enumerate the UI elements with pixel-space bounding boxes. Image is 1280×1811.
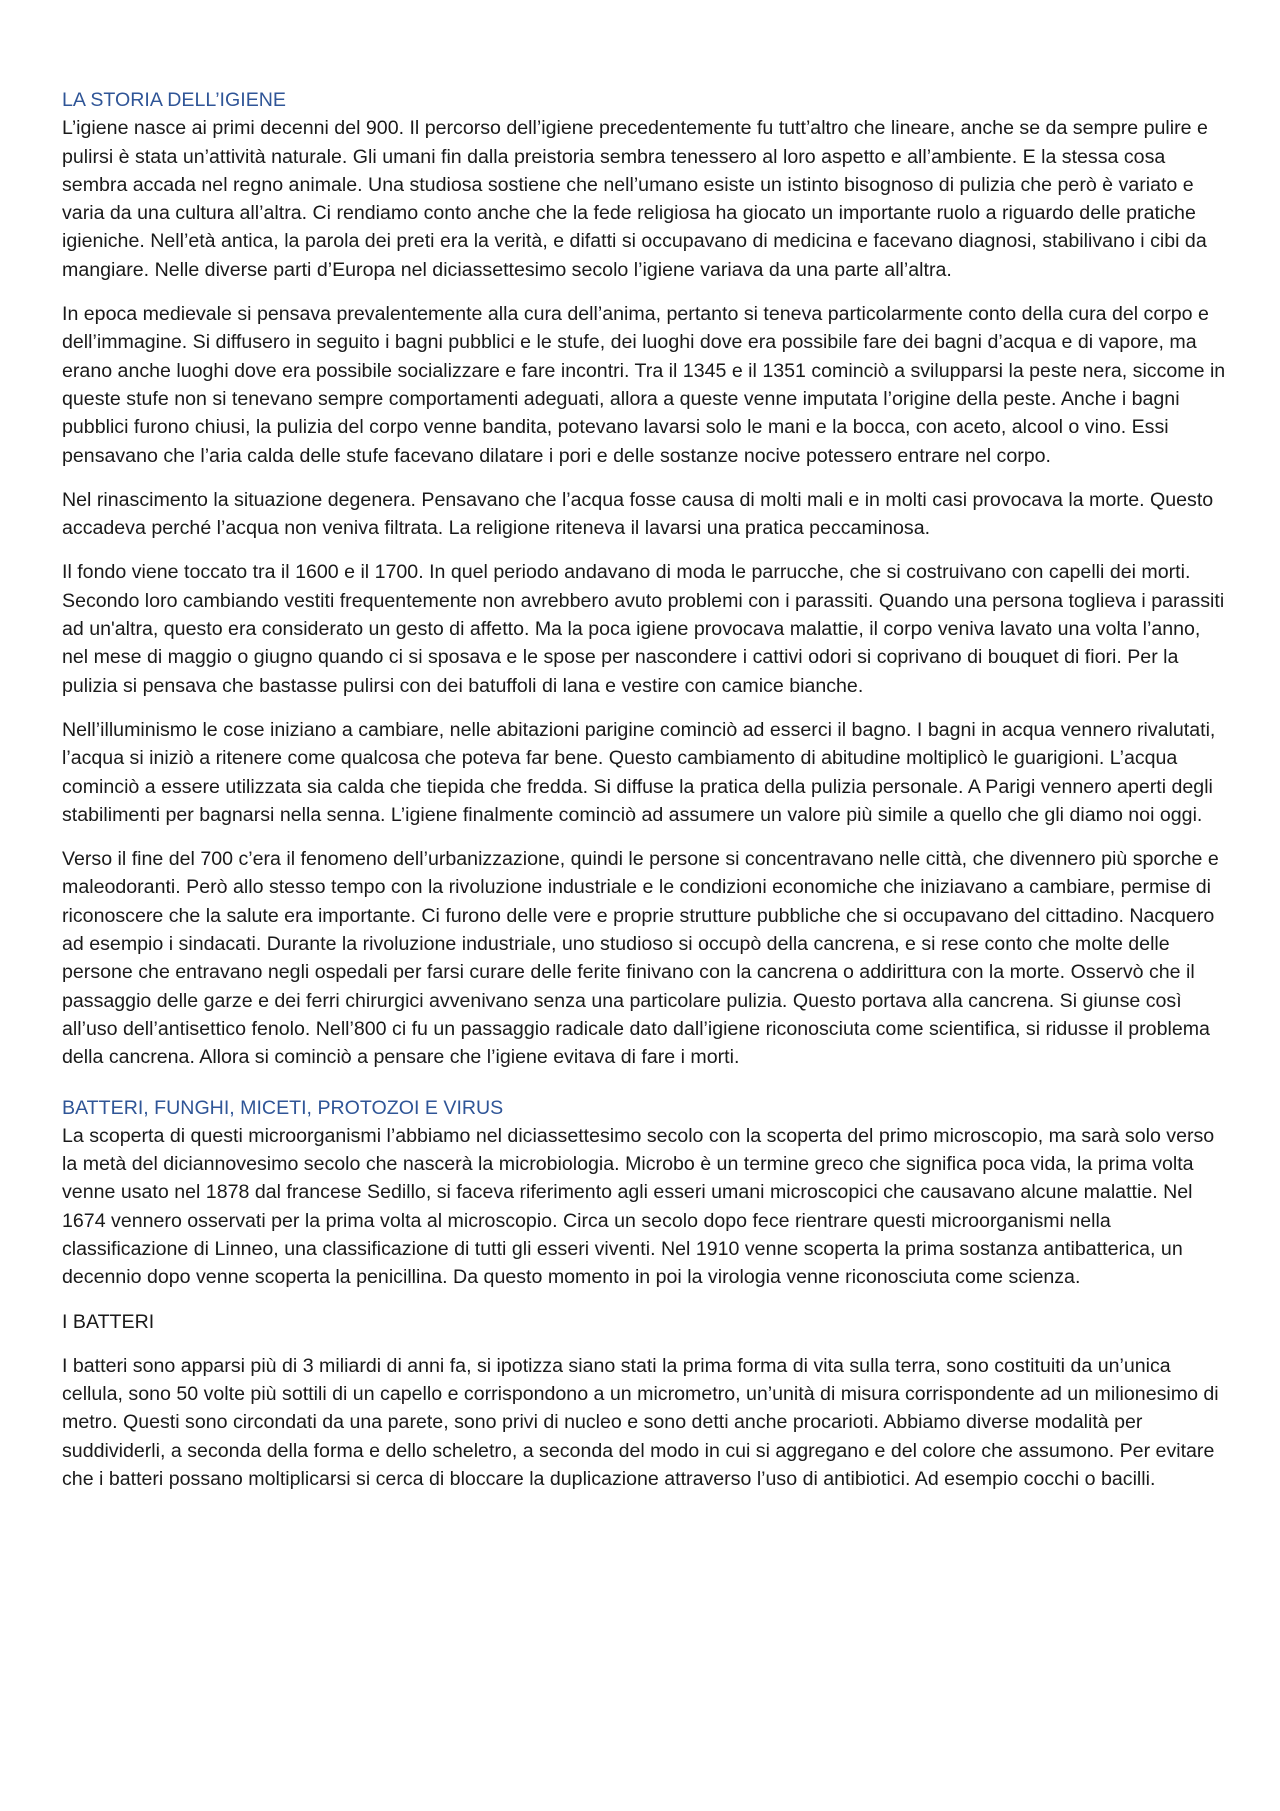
section-heading-storia-igiene: LA STORIA DELL’IGIENE [62, 89, 286, 111]
paragraph: Nell’illuminismo le cose iniziano a cambiare, nelle abitazioni parigine cominciò ad esserci il bagno. I bagni in acqua vennero rivalutati, l’acqua si iniziò a ritenere come qualcosa che poteva far bene. Questo cambiamento di abitudine moltiplicò le guarigioni. L’acqua cominciò a essere utilizzata sia calda che tiepida che fredda. Si diffuse la pratica della pulizia personale. A Parigi vennero aperti degli stabilimenti per bagnarsi nella senna. L’igiene finalmente cominciò ad assumere un valore più simile a quello che gli diamo noi oggi. [62, 718, 1216, 826]
document-page [62, 86, 1227, 1509]
section-heading-microrganismi: BATTERI, FUNGHI, MICETI, PROTOZOI E VIRUS [62, 1096, 504, 1119]
paragraph: Il fondo viene toccato tra il 1600 e il 1700. In quel periodo andavano di moda le parrucche, che si costruivano con capelli dei morti. Secondo loro cambiando vestiti frequentemente non avrebbero avuto problemi con i parassiti. Quando una persona toglieva i parassiti ad un'altra, questo era considerato un gesto di affetto. Ma la poca igiene provocava malattie, il corpo veniva lavato una volta l’anno, nel mese di maggio o giugno quando ci si sposava e le spose per nascondere i cattivi odori si coprivano di bouquet di fiori. Per la pulizia si pensava che bastasse pulirsi con dei batuffoli di lana e vestire con camice bianche. [62, 561, 1225, 697]
paragraph: Nel rinascimento la situazione degenera. Pensavano che l’acqua fosse causa di molti mali e in molti casi provocava la morte. Questo accadeva perché l’acqua non veniva filtrata. La religione riteneva il lavarsi una pratica peccaminosa. [62, 488, 1214, 540]
paragraph: Verso il fine del 700 c’era il fenomeno dell’urbanizzazione, quindi le persone si concentravano nelle città, che divennero più sporche e maleodoranti. Però allo stesso tempo con la rivoluzione industriale e le condizioni economiche che iniziavano a cambiare, permise di riconoscere che la salute era importante. Ci furono delle vere e proprie strutture pubbliche che si occupavano del cittadino. Nacquero ad esempio i sindacati. Durante la rivoluzione industriale, uno studioso si occupò della cancrena, e si rese conto che molte delle persone che entravano negli ospedali per farsi curare delle ferite finivano con la cancrena o addirittura con la morte. Osservò che il passaggio delle garze e dei ferri chirurgici avvenivano senza una particolare pulizia. Questo portava alla cancrena. Si giunse così all’uso dell’antisettico fenolo. Nell’800 ci fu un passaggio radicale dato dall’igiene riconosciuta come scientifica, si ridusse il problema della cancrena. Allora si cominciò a pensare che l’igiene evitava di fare i morti. [62, 848, 1219, 1069]
subheading-batteri: I BATTERI [62, 1310, 155, 1333]
paragraph: In epoca medievale si pensava prevalentemente alla cura dell’anima, pertanto si teneva particolarmente conto della cura del corpo e dell’immagine. Si diffusero in seguito i bagni pubblici e le stufe, dei luoghi dove era possibile fare dei bagni d’acqua e di vapore, ma erano anche luoghi dove era possibile socializzare e fare incontri. Tra il 1345 e il 1351 cominciò a svilupparsi la peste nera, siccome in queste stufe non si tenevano sempre comportamenti adeguati, allora a queste venne imputata l’origine della peste. Anche i bagni pubblici furono chiusi, la pulizia del corpo venne bandita, potevano lavarsi solo le mani e la bocca, con aceto, alcool o vino. Essi pensavano che l’aria calda delle stufe facevano dilatare i pori e delle sostanze nocive potessero entrare nel corpo. [62, 303, 1226, 467]
paragraph: L’igiene nasce ai primi decenni del 900. Il percorso dell’igiene precedentemente fu tutt’altro che lineare, anche se da sempre pulire e pulirsi è stata un’attività naturale. Gli umani fin dalla preistoria sembra tenessero al loro aspetto e all’ambiente. E la stessa cosa sembra accada nel regno animale. Una studiosa sostiene che nell’umano esiste un istinto bisognoso di pulizia che però è variato e varia da una cultura all’altra. Ci rendiamo conto anche che la fede religiosa ha giocato un importante ruolo a riguardo delle pratiche igieniche. Nell’età antica, la parola dei preti era la verità, e difatti si occupavano di medicina e facevano diagnosi, stabilivano i cibi da mangiare. Nelle diverse parti d’Europa nel diciassettesimo secolo l’igiene variava da una parte all’altra. [62, 117, 1208, 281]
paragraph: I batteri sono apparsi più di 3 miliardi di anni fa, si ipotizza siano stati la prima forma di vita sulla terra, sono costituiti da un’unica cellula, sono 50 volte più sottili di un capello e corrispondono a un micrometro, un’unità di misura corrispondente ad un milionesimo di metro. Questi sono circondati da una parete, sono privi di nucleo e sono detti anche procarioti. Abbiamo diverse modalità per suddividerli, a seconda della forma e dello scheletro, a seconda del modo in cui si aggregano e del colore che assumono. Per evitare che i batteri possano moltiplicarsi si cerca di bloccare la duplicazione attraverso l’uso di antibiotici. Ad esempio cocchi o bacilli. [62, 1354, 1219, 1491]
paragraph: La scoperta di questi microorganismi l’abbiamo nel diciassettesimo secolo con la scoperta del primo microscopio, ma sarà solo verso la metà del diciannovesimo secolo che nascerà la microbiologia. Microbo è un termine greco che significa poca vida, la prima volta venne usato nel 1878 dal francese Sedillo, si faceva riferimento agli esseri umani microscopici che causavano alcune malattie. Nel 1674 vennero osservati per la prima volta al microscopio. Circa un secolo dopo fece rientrare questi microorganismi nella classificazione di Linneo, una classificazione di tutti gli esseri viventi. Nel 1910 venne scoperta la prima sostanza antibatterica, un decennio dopo venne scoperta la penicillina. Da questo momento in poi la virologia venne riconosciuta come scienza. [62, 1124, 1215, 1289]
